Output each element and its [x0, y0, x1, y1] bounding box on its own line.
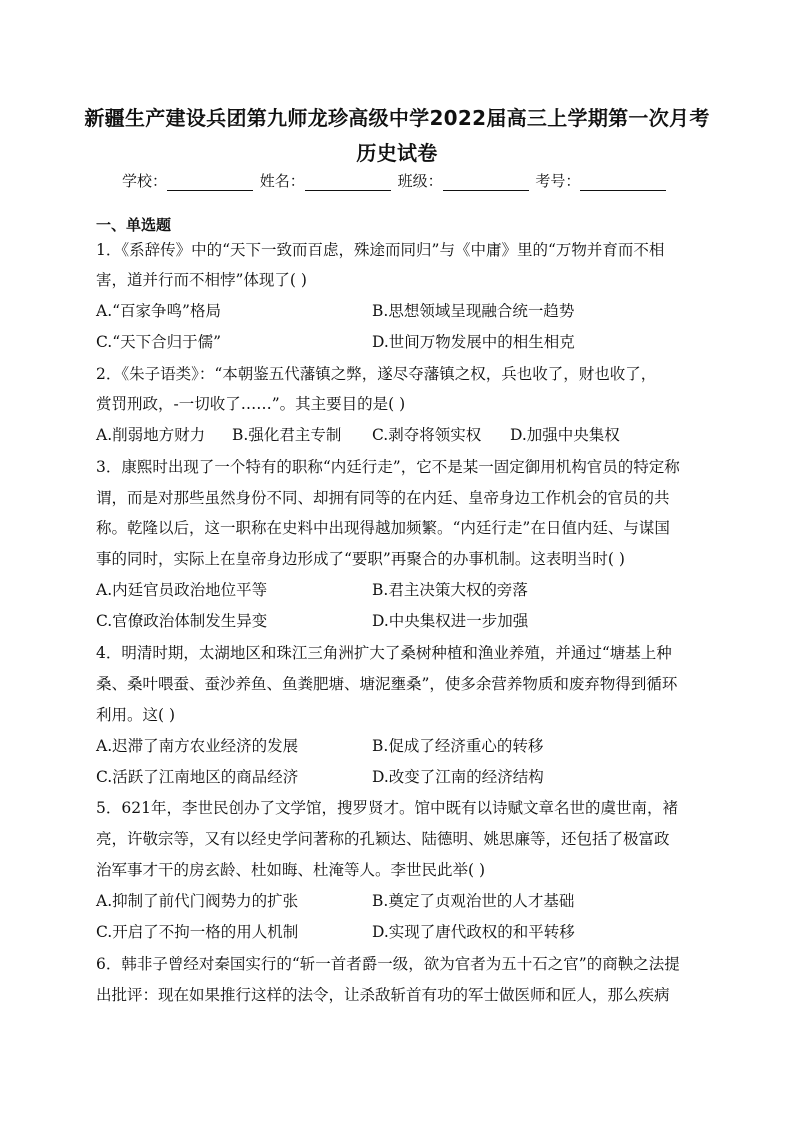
question-3-option-a: A.内廷官员政治地位平等 [96, 581, 268, 599]
question-1-option-a: A.“百家争鸣”格局 [96, 302, 221, 320]
class-label: 班级： [397, 172, 443, 190]
question-3-option-c: C.官僚政治体制发生异变 [96, 612, 268, 630]
question-5-line-3: 治军事才干的房玄龄、杜如晦、杜淹等人。李世民此举( ) [96, 861, 486, 879]
school-blank[interactable] [167, 178, 253, 191]
question-2-option-c: C.剥夺将领实权 [372, 426, 482, 444]
question-5-option-d: D.实现了唐代政权的和平转移 [372, 923, 575, 941]
question-4-option-a: A.迟滞了南方农业经济的发展 [96, 737, 299, 755]
question-5-line-2: 亮，许敬宗等，又有以经史学问著称的孔颖达、陆德明、姚思廉等，还包括了极富政 [96, 830, 670, 848]
section-title: 一、单选题 [96, 216, 172, 234]
question-4-line-1: 4．明清时期，太湖地区和珠江三角洲扩大了桑树种植和渔业养殖，并通过“塘基上种 [96, 644, 672, 662]
exam-number-blank[interactable] [580, 178, 666, 191]
exam-title: 新疆生产建设兵团第九师龙珍高级中学2022届高三上学期第一次月考 [84, 106, 710, 130]
question-3-option-d: D.中央集权进一步加强 [372, 612, 529, 630]
question-1-option-b: B.思想领域呈现融合统一趋势 [372, 302, 575, 320]
question-3-line-4: 事的同时，实际上在皇帝身边形成了“要职”再聚合的办事机制。这表明当时( ) [96, 550, 625, 568]
student-info-line [122, 170, 682, 190]
question-5-option-a: A.抑制了前代门阀势力的扩张 [96, 892, 299, 910]
question-1-option-c: C.“天下合归于儒” [96, 333, 222, 351]
class-blank[interactable] [443, 178, 529, 191]
exam-number-label: 考号： [535, 172, 581, 190]
question-4-option-c: C.活跃了江南地区的商品经济 [96, 768, 299, 786]
question-1-line-2: 害，道并行而不相悖”体现了( ) [96, 271, 307, 289]
question-2-option-b: B.强化君主专制 [232, 426, 342, 444]
question-3-line-1: 3．康熙时出现了一个特有的职称“内廷行走”，它不是某一固定御用机构官员的特定称 [96, 458, 680, 476]
question-6-line-1: 6．韩非子曾经对秦国实行的“斩一首者爵一级，欲为官者为五十石之官”的商鞅之法提 [96, 955, 680, 973]
school-label: 学校： [122, 172, 168, 190]
question-3-option-b: B.君主决策大权的旁落 [372, 581, 528, 599]
question-6-line-2: 出批评：现在如果推行这样的法令，让杀敌斩首有功的军士做医师和匠人，那么疾病 [96, 986, 670, 1004]
question-4-option-d: D.改变了江南的经济结构 [372, 768, 544, 786]
question-4-line-2: 桑、桑叶喂蚕、蚕沙养鱼、鱼粪肥塘、塘泥壅桑”，使多余营养物质和废弃物得到循环 [96, 675, 678, 693]
name-label: 姓名： [259, 172, 305, 190]
question-5-option-b: B.奠定了贞观治世的人才基础 [372, 892, 575, 910]
question-1-line-1: 1．《系辞传》中的“天下一致而百虑，殊途而同归”与《中庸》里的“万物并育而不相 [96, 241, 665, 259]
question-4-option-b: B.促成了经济重心的转移 [372, 737, 544, 755]
question-2-option-a: A.削弱地方财力 [96, 426, 206, 444]
question-2-option-d: D.加强中央集权 [510, 426, 620, 444]
question-5-line-1: 5．621年，李世民创办了文学馆，搜罗贤才。馆中既有以诗赋文章名世的虞世南，褚 [96, 799, 678, 817]
question-5-option-c: C.开启了不拘一格的用人机制 [96, 923, 299, 941]
name-blank[interactable] [305, 178, 391, 191]
question-2-line-2: 赏罚刑政，-一切收了……”。其主要目的是( ) [96, 395, 406, 413]
exam-subtitle: 历史试卷 [356, 141, 438, 165]
question-3-line-2: 谓，而是对那些虽然身份不同、却拥有同等的在内廷、皇帝身边工作机会的官员的共 [96, 489, 670, 507]
question-2-line-1: 2．《朱子语类》：“本朝鉴五代藩镇之弊，遂尽夺藩镇之权，兵也收了，财也收了， [96, 365, 657, 383]
question-3-line-3: 称。乾隆以后，这一职称在史料中出现得越加频繁。“内廷行走”在日值内廷、与谋国 [96, 519, 670, 537]
question-1-option-d: D.世间万物发展中的相生相克 [372, 333, 575, 351]
question-4-line-3: 利用。这( ) [96, 706, 176, 724]
